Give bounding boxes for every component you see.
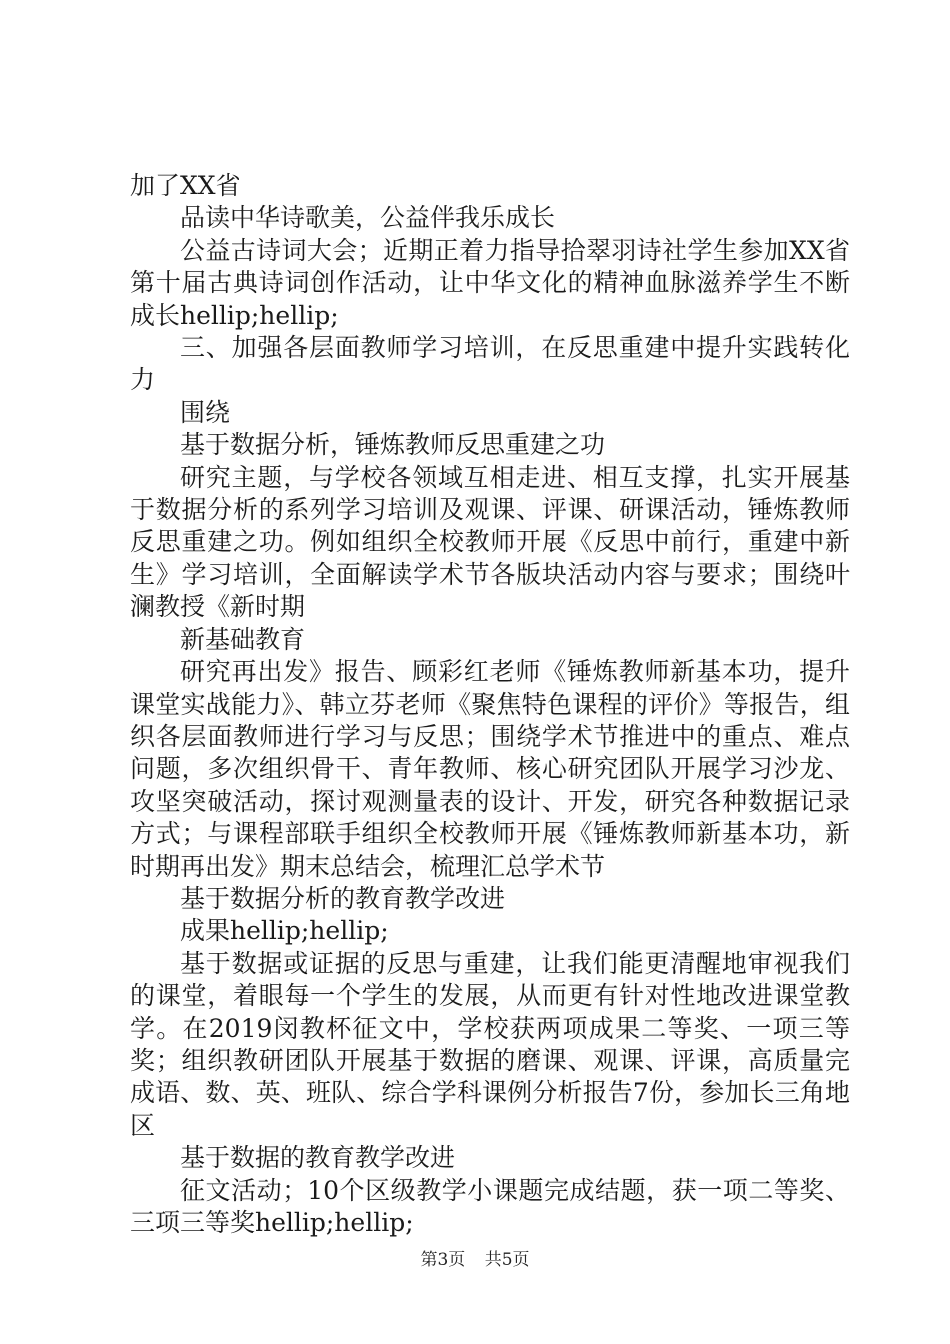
paragraph: 研究主题，与学校各领域互相走进、相互支撑，扎实开展基于数据分析的系列学习培训及观课、评课、研课活动，锤炼教师反思重建之功。例如组织全校教师开展《反思中前行，重建中新生》学习培训，全面解读学术节各版块活动内容与要求；围绕叶澜教授《新时期 (130, 462, 850, 622)
paragraph: 基于数据分析的教育教学改进 (180, 883, 506, 913)
paragraph: 研究再出发》报告、顾彩红老师《锤炼教师新基本功，提升课堂实战能力》、韩立芬老师《聚焦特色课程的评价》等报告，组织各层面教师进行学习与反思；围绕学术节推进中的重点、难点问题，多次组织骨干、青年教师、核心研究团队开展学习沙龙、攻坚突破活动，探讨观测量表的设计、开发，研究各种数据记录方式；与课程部联手组织全校教师开展《锤炼教师新基本功，新时期再出发》期末总结会，梳理汇总学术节 (130, 657, 850, 881)
page-total: 共5页 (484, 1250, 530, 1270)
paragraph: 新基础教育 (180, 624, 306, 654)
paragraph: 基于数据分析，锤炼教师反思重建之功 (180, 430, 606, 460)
document-body (130, 170, 850, 1239)
page-number: 第3页 (420, 1250, 466, 1270)
paragraph: 三、加强各层面教师学习培训，在反思重建中提升实践转化力 (130, 333, 850, 395)
paragraph: 成果hellip;hellip; (180, 916, 389, 946)
paragraph: 征文活动；10个区级教学小课题完成结题，获一项二等奖、三项三等奖hellip;hellip; (130, 1175, 850, 1237)
paragraph: 基于数据的教育教学改进 (180, 1143, 456, 1173)
paragraph: 公益古诗词大会；近期正着力指导拾翠羽诗社学生参加XX省第十届古典诗词创作活动，让中华文化的精神血脉滋养学生不断成长hellip;hellip; (130, 235, 850, 330)
paragraph: 品读中华诗歌美，公益伴我乐成长 (180, 203, 556, 233)
paragraph: 围绕 (180, 397, 231, 427)
paragraph: 基于数据或证据的反思与重建，让我们能更清醒地审视我们的课堂，着眼每一个学生的发展，从而更有针对性地改进课堂教学。在2019闵教杯征文中，学校获两项成果二等奖、一项三等奖；组织教研团队开展基于数据的磨课、观课、评课，高质量完成语、数、英、班队、综合学科课例分析报告7份，参加长三角地区 (130, 948, 850, 1140)
page-footer (0, 1245, 950, 1270)
paragraph: 加了XX省 (130, 171, 241, 200)
